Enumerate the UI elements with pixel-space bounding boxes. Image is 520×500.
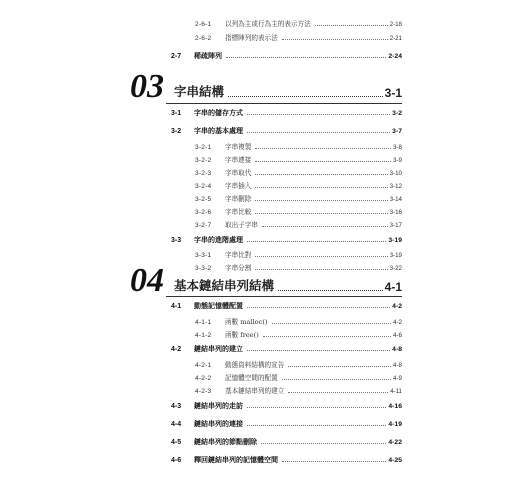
toc-section-entry xyxy=(171,51,402,61)
entry-page: 4-9 xyxy=(393,375,402,382)
dot-leader xyxy=(282,379,391,380)
entry-title: 字串刪除 xyxy=(225,195,252,203)
chapter-heading xyxy=(130,68,402,105)
section-number: 4-1 xyxy=(171,303,182,310)
entry-title: 記憶體空間的配置 xyxy=(225,374,278,382)
section-title: 稀疏陣列 xyxy=(194,52,222,60)
toc-sub-entry xyxy=(195,249,402,259)
chapter-title: 基本鏈結串列結構 xyxy=(174,278,275,293)
entry-number: 3-2-5 xyxy=(195,196,212,203)
section-number: 4-6 xyxy=(171,457,182,464)
section-number: 2-7 xyxy=(171,53,182,60)
dot-leader xyxy=(228,96,383,97)
toc-sub-entry xyxy=(195,316,402,326)
entry-page: 2-21 xyxy=(389,35,402,42)
dot-leader xyxy=(255,148,391,149)
section-page: 4-2 xyxy=(392,303,402,310)
entry-title: 指標陣列的表示法 xyxy=(225,34,278,42)
toc-section-entry xyxy=(171,455,402,465)
entry-page: 4-11 xyxy=(390,388,402,395)
entry-page: 3-16 xyxy=(389,209,402,216)
dot-leader xyxy=(255,200,387,201)
dot-leader xyxy=(255,174,387,175)
toc-sub-entry xyxy=(195,154,402,164)
section-page: 3-19 xyxy=(388,237,402,244)
entry-title: 函數 malloc() xyxy=(225,318,268,326)
entry-page: 3-8 xyxy=(393,144,402,151)
dot-leader xyxy=(226,57,386,58)
entry-number: 3-2-7 xyxy=(195,222,212,229)
entry-title: 字串插入 xyxy=(225,182,252,190)
dot-leader xyxy=(261,443,386,444)
entry-title: 函數 free() xyxy=(225,331,259,339)
entry-page: 4-6 xyxy=(393,332,402,339)
toc-sub-entry xyxy=(195,385,402,395)
section-number: 3-3 xyxy=(171,237,182,244)
section-page: 3-7 xyxy=(392,128,402,135)
chapter-page: 4-1 xyxy=(384,280,402,294)
section-number: 3-1 xyxy=(171,110,182,117)
entry-number: 3-2-3 xyxy=(195,170,212,177)
entry-title: 字串連接 xyxy=(225,156,252,164)
entry-number: 3-2-2 xyxy=(195,157,212,164)
section-page: 4-8 xyxy=(392,346,402,353)
entry-page: 3-17 xyxy=(389,222,402,229)
dot-leader xyxy=(255,213,387,214)
entry-number: 3-3-1 xyxy=(195,252,212,259)
section-title: 字串的進階處理 xyxy=(194,236,243,244)
entry-page: 3-14 xyxy=(389,196,402,203)
toc-sub-entry xyxy=(195,18,402,28)
chapter-heading xyxy=(130,262,402,299)
section-number: 3-2 xyxy=(171,128,182,135)
toc-sub-entry xyxy=(195,32,402,42)
entry-number: 4-2-2 xyxy=(195,375,212,382)
dot-leader xyxy=(272,323,392,324)
entry-number: 4-2-3 xyxy=(195,388,212,395)
toc-sub-entry xyxy=(195,167,402,177)
chapter-rule xyxy=(166,296,402,297)
toc-section-entry xyxy=(171,344,402,354)
chapter-number: 03 xyxy=(130,68,164,105)
entry-page: 3-22 xyxy=(389,265,402,272)
section-number: 4-4 xyxy=(171,421,182,428)
toc-sub-entry xyxy=(195,372,402,382)
section-title: 動態記憶體配置 xyxy=(194,302,243,310)
entry-title: 以列為主或行為主的表示方法 xyxy=(225,20,311,28)
dot-leader xyxy=(255,161,391,162)
dot-leader xyxy=(247,350,390,351)
entry-title: 動態資料結構的宣告 xyxy=(225,361,285,369)
chapter-title: 字串結構 xyxy=(174,84,225,99)
dot-leader xyxy=(255,187,387,188)
toc-section-entry xyxy=(171,235,402,245)
dot-leader xyxy=(315,25,388,26)
toc-sub-entry xyxy=(195,359,402,369)
section-page: 3-2 xyxy=(392,110,402,117)
entry-page: 2-18 xyxy=(389,21,402,28)
toc-section-entry xyxy=(171,126,402,136)
entry-number: 4-1-2 xyxy=(195,332,212,339)
section-page: 4-22 xyxy=(388,439,402,446)
dot-leader xyxy=(247,241,386,242)
dot-leader xyxy=(288,392,388,393)
entry-page: 4-8 xyxy=(393,362,402,369)
entry-title: 字串比對 xyxy=(225,251,252,259)
entry-number: 3-3-2 xyxy=(195,265,212,272)
section-page: 4-19 xyxy=(388,421,402,428)
entry-title: 字串比較 xyxy=(225,208,252,216)
toc-section-entry xyxy=(171,437,402,447)
toc-section-entry xyxy=(171,301,402,311)
section-page: 4-25 xyxy=(388,457,402,464)
dot-leader xyxy=(278,290,383,291)
entry-number: 4-1-1 xyxy=(195,319,212,326)
toc-sub-entry xyxy=(195,206,402,216)
entry-title: 基本鏈結串列的建立 xyxy=(225,387,285,395)
section-title: 字串的儲存方式 xyxy=(194,109,243,117)
toc-sub-entry xyxy=(195,180,402,190)
section-title: 釋回鏈結串列的記憶體空間 xyxy=(194,456,278,464)
section-page: 2-24 xyxy=(388,53,402,60)
section-number: 4-5 xyxy=(171,439,182,446)
chapter-rule xyxy=(166,103,402,104)
toc-sub-entry xyxy=(195,141,402,151)
section-title: 鏈結串列的走訪 xyxy=(194,402,243,410)
dot-leader xyxy=(255,256,387,257)
dot-leader xyxy=(262,226,388,227)
entry-number: 3-2-6 xyxy=(195,209,212,216)
toc-sub-entry xyxy=(195,329,402,339)
section-page: 4-16 xyxy=(388,403,402,410)
entry-page: 4-2 xyxy=(393,319,402,326)
dot-leader xyxy=(282,461,386,462)
entry-title: 字串複製 xyxy=(225,143,252,151)
entry-number: 2-6-2 xyxy=(195,35,212,42)
toc-section-entry xyxy=(171,419,402,429)
dot-leader xyxy=(288,366,391,367)
entry-page: 3-19 xyxy=(389,252,402,259)
entry-title: 字串分割 xyxy=(225,264,252,272)
entry-title: 字串取代 xyxy=(225,169,252,177)
entry-title: 取出子字串 xyxy=(225,221,258,229)
section-title: 字串的基本處理 xyxy=(194,127,243,135)
section-title: 鏈結串列的建立 xyxy=(194,345,243,353)
dot-leader xyxy=(263,336,391,337)
dot-leader xyxy=(247,307,390,308)
toc-section-entry xyxy=(171,108,402,118)
dot-leader xyxy=(247,407,386,408)
chapter-page: 3-1 xyxy=(384,86,402,100)
dot-leader xyxy=(247,425,386,426)
dot-leader xyxy=(282,39,388,40)
dot-leader xyxy=(247,132,390,133)
section-title: 鏈結串列的節點刪除 xyxy=(194,438,257,446)
section-number: 4-2 xyxy=(171,346,182,353)
entry-number: 3-2-4 xyxy=(195,183,212,190)
entry-number: 4-2-1 xyxy=(195,362,212,369)
toc-section-entry xyxy=(171,401,402,411)
toc-sub-entry xyxy=(195,219,402,229)
dot-leader xyxy=(247,114,390,115)
entry-page: 3-10 xyxy=(389,170,402,177)
section-number: 4-3 xyxy=(171,403,182,410)
chapter-number: 04 xyxy=(130,262,164,299)
entry-page: 3-9 xyxy=(393,157,402,164)
entry-number: 3-2-1 xyxy=(195,144,212,151)
entry-page: 3-12 xyxy=(389,183,402,190)
section-title: 鏈結串列的連接 xyxy=(194,420,243,428)
entry-number: 2-6-1 xyxy=(195,21,212,28)
toc-sub-entry xyxy=(195,193,402,203)
